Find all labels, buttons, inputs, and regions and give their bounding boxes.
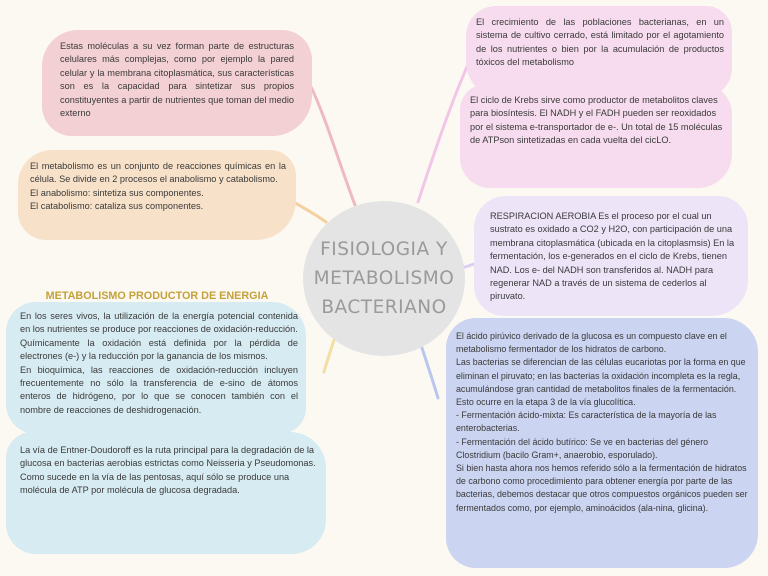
metabolismo-note — [18, 150, 296, 240]
productor-text-2: Químicamente la oxidación está definida por la pérdida de electrones (e-) y la reducción por la ganancia de los mismos. — [20, 337, 298, 362]
entner-text-2: Como sucede en la vía de las pentosas, aquí sólo se produce una molécula de ATP por molécula de glucosa degradada. — [20, 471, 290, 496]
metabolismo-text-3: El catabolismo: cataliza sus componentes. — [30, 201, 204, 212]
fermentacion-note — [446, 318, 758, 568]
respiracion-text: RESPIRACION AEROBIA Es el proceso por el cual un sustrato es oxidado a CO2 y H2O, con participación de una membrana citoplasmática (ubicada en la citoplasmsis) En la fermentación, los e-generados en el ciclo de Krebs, tienen NAD. Los e- del NADH son transferidos al. NADH para regenerar NAD a través de un sistema de cederlos al piruvato. — [490, 211, 735, 302]
entner-doudoroff-note — [6, 432, 326, 554]
crecimiento-text: El crecimiento de las poblaciones bacterianas, en un sistema de cultivo cerrado, está limitado por el agotamiento de los nutrientes o bien por la acumulación de productos tóxicos del metabolismo — [476, 17, 724, 68]
fermentacion-text-2: Las bacterias se diferencian de las células eucariotas por la forma en que eliminan el piruvato; en las bacterias la oxidación incompleta es la regla, acumulándose gran cantidad de metabolitos finales de la fermentación. — [456, 357, 746, 394]
entner-text-1: La vía de Entner-Doudoroff es la ruta principal para la degradación de la glucosa en bacterias aerobias estrictas como Neisseria y Pseudomonas. — [20, 445, 316, 469]
fermentacion-text-1: El ácido pirúvico derivado de la glucosa es un compuesto clave en el metabolismo fermentador de los hidratos de carbono. — [456, 331, 727, 355]
fermentacion-text-4: - Fermentación ácido-mixta: Es característica de la mayoría de las enterobacterias. — [456, 410, 717, 434]
central-topic — [303, 201, 465, 356]
krebs-note — [460, 84, 732, 188]
connector-pink — [310, 85, 355, 205]
metabolismo-text-1: El metabolismo es un conjunto de reacciones químicas en la célula. Se divide en 2 procesos el anabolismo y catabolismo. — [30, 161, 286, 185]
respiracion-note — [474, 196, 748, 316]
fermentacion-text-3: Esto ocurre en la etapa 3 de la vía glucolítica. — [456, 397, 636, 408]
fermentacion-text-6: Si bien hasta ahora nos hemos referido sólo a la fermentación de hidratos de carbono como procedimiento para obtener energía por parte de las bacterias, debemos destacar que otros compuestos orgánicos pueden ser fermentados como, por ejemplo, aminoácidos (ala-nina, glicina). — [456, 463, 748, 513]
productor-energia-heading: METABOLISMO PRODUCTOR DE ENERGIA — [45, 290, 269, 302]
estructuras-text: Estas moléculas a su vez forman parte de estructuras celulares más complejas, como por ejemplo la pared celular y la membrana citoplasmática, sus características son es la capacidad para sintetizar sus propios constituyentes a partir de nutrientes que toman del medio externo — [60, 41, 294, 119]
central-topic-title: FISIOLOGIA Y METABOLISMO BACTERIANO — [313, 239, 455, 318]
productor-energia-note — [6, 302, 306, 434]
krebs-text: El ciclo de Krebs sirve como productor de metabolitos claves para biosíntesis. El NADH y el FADH pueden ser reoxidados por el sistema e-transportador de e-. Un total de 15 moléculas de ATPson sintetizadas en cada vuelta del cicLO. — [470, 95, 723, 146]
productor-text-1: En los seres vivos, la utilización de la energía potencial contenida en los nutrientes se produce por reacciones de oxidación-reducción. — [20, 311, 298, 335]
productor-text-3: En bioquímica, las reacciones de oxidación-reducción incluyen frecuentemente no sólo la transferencia de e-sino de átomos enteros de hidrógeno, por lo que se conocen también con el nombre de reacciones de deshidrogenación. — [20, 364, 298, 415]
estructuras-note — [42, 30, 312, 136]
fermentacion-text-5: - Fermentación del ácido butírico: Se ve en bacterias del género Clostridium (bacilo Gram+, anaerobio, esporulado). — [456, 436, 709, 460]
metabolismo-text-2: El anabolismo: sintetiza sus componentes. — [30, 187, 204, 198]
